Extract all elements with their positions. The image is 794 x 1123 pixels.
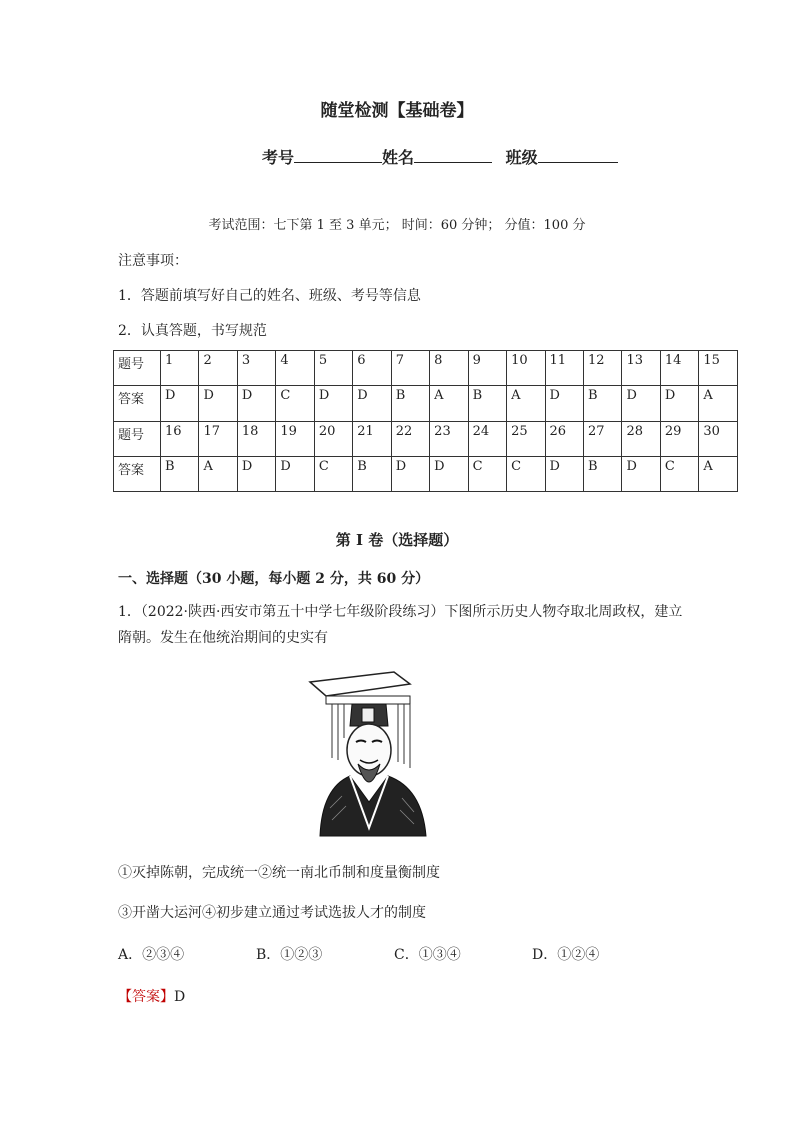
answer-table-row-q1 <box>114 351 738 386</box>
table-cell: 4 <box>276 351 314 386</box>
table-cell: 28 <box>622 421 660 456</box>
table-cell: 14 <box>660 351 698 386</box>
table-cell: C <box>660 456 698 491</box>
table-cell: A <box>699 456 738 491</box>
table-cell: 8 <box>430 351 468 386</box>
answer-table-row-a1 <box>114 386 738 421</box>
table-cell: A <box>199 456 237 491</box>
table-cell: 29 <box>660 421 698 456</box>
option-d[interactable]: D．①②④ <box>532 947 600 963</box>
question-1-answer <box>118 986 185 1006</box>
table-cell: 20 <box>314 421 352 456</box>
table-cell: D <box>660 386 698 421</box>
question-1-items-line-2: ③开凿大运河④初步建立通过考试选拔人才的制度 <box>118 905 426 921</box>
table-cell: C <box>276 386 314 421</box>
table-cell: D <box>161 386 199 421</box>
table-cell: 25 <box>507 421 545 456</box>
table-label: 题号 <box>114 351 161 386</box>
question-1-options <box>118 944 678 964</box>
answer-table-row-q2 <box>114 421 738 456</box>
table-cell: 3 <box>237 351 275 386</box>
answer-value: D <box>174 989 186 1005</box>
table-cell: 26 <box>545 421 583 456</box>
answer-tag: 【答案】 <box>118 989 174 1005</box>
name-label: 姓名 <box>382 148 415 167</box>
table-cell: 1 <box>161 351 199 386</box>
option-c[interactable]: C．①③④ <box>394 947 461 963</box>
table-cell: A <box>430 386 468 421</box>
table-cell: 24 <box>468 421 506 456</box>
table-cell: 18 <box>237 421 275 456</box>
table-cell: 22 <box>391 421 429 456</box>
section-title: 第 I 卷（选择题） <box>335 531 459 549</box>
table-cell: A <box>699 386 738 421</box>
table-cell: B <box>583 456 621 491</box>
table-cell: C <box>507 456 545 491</box>
class-blank[interactable] <box>538 147 618 163</box>
option-b[interactable]: B．①②③ <box>256 947 323 963</box>
question-1-items-line-1: ①灭掉陈朝，完成统一②统一南北币制和度量衡制度 <box>118 865 440 881</box>
part-title: 一、选择题（30 小题，每小题 2 分，共 60 分） <box>118 571 430 587</box>
table-cell: 13 <box>622 351 660 386</box>
table-cell: D <box>353 386 391 421</box>
exam-number-blank[interactable] <box>294 147 382 163</box>
notes-item-2: 2．认真答题，书写规范 <box>118 323 267 339</box>
table-cell: D <box>622 456 660 491</box>
page-title: 随堂检测【基础卷】 <box>320 101 474 121</box>
answer-table-row-a2 <box>114 456 738 491</box>
table-cell: 16 <box>161 421 199 456</box>
table-cell: D <box>622 386 660 421</box>
option-a[interactable]: A．②③④ <box>118 947 185 963</box>
table-cell: 9 <box>468 351 506 386</box>
table-cell: 10 <box>507 351 545 386</box>
table-cell: B <box>583 386 621 421</box>
table-cell: D <box>237 456 275 491</box>
table-cell: B <box>468 386 506 421</box>
class-label: 班级 <box>505 148 538 167</box>
emperor-portrait-figure <box>302 668 442 838</box>
table-cell: 15 <box>699 351 738 386</box>
table-cell: D <box>314 386 352 421</box>
table-cell: A <box>507 386 545 421</box>
table-cell: D <box>430 456 468 491</box>
table-cell: D <box>545 386 583 421</box>
table-cell: 6 <box>353 351 391 386</box>
student-info-fields <box>262 145 618 168</box>
table-cell: 27 <box>583 421 621 456</box>
table-cell: D <box>276 456 314 491</box>
exam-number-label: 考号 <box>262 148 295 167</box>
notes-item-1: 1．答题前填写好自己的姓名、班级、考号等信息 <box>118 288 421 304</box>
table-cell: B <box>391 386 429 421</box>
table-cell: 2 <box>199 351 237 386</box>
table-cell: 11 <box>545 351 583 386</box>
question-1-stem: 1．（2022·陕西·西安市第五十中学七年级阶段练习）下图所示历史人物夺取北周政权，建立隋朝。发生在他统治期间的史实有 <box>118 604 683 646</box>
table-cell: 12 <box>583 351 621 386</box>
answer-table <box>113 350 738 492</box>
exam-scope-line: 考试范围：七下第 1 至 3 单元； 时间：60 分钟； 分值：100 分 <box>208 218 586 233</box>
table-cell: 17 <box>199 421 237 456</box>
notes-heading: 注意事项： <box>118 253 188 269</box>
table-cell: 7 <box>391 351 429 386</box>
table-cell: B <box>161 456 199 491</box>
table-cell: D <box>237 386 275 421</box>
table-label: 答案 <box>114 456 161 491</box>
table-cell: 19 <box>276 421 314 456</box>
table-label: 答案 <box>114 386 161 421</box>
table-cell: 21 <box>353 421 391 456</box>
name-blank[interactable] <box>414 147 492 163</box>
table-cell: B <box>353 456 391 491</box>
table-cell: 5 <box>314 351 352 386</box>
table-cell: D <box>545 456 583 491</box>
table-cell: D <box>391 456 429 491</box>
table-cell: 30 <box>699 421 738 456</box>
table-cell: 23 <box>430 421 468 456</box>
table-cell: D <box>199 386 237 421</box>
table-cell: C <box>468 456 506 491</box>
table-label: 题号 <box>114 421 161 456</box>
table-cell: C <box>314 456 352 491</box>
